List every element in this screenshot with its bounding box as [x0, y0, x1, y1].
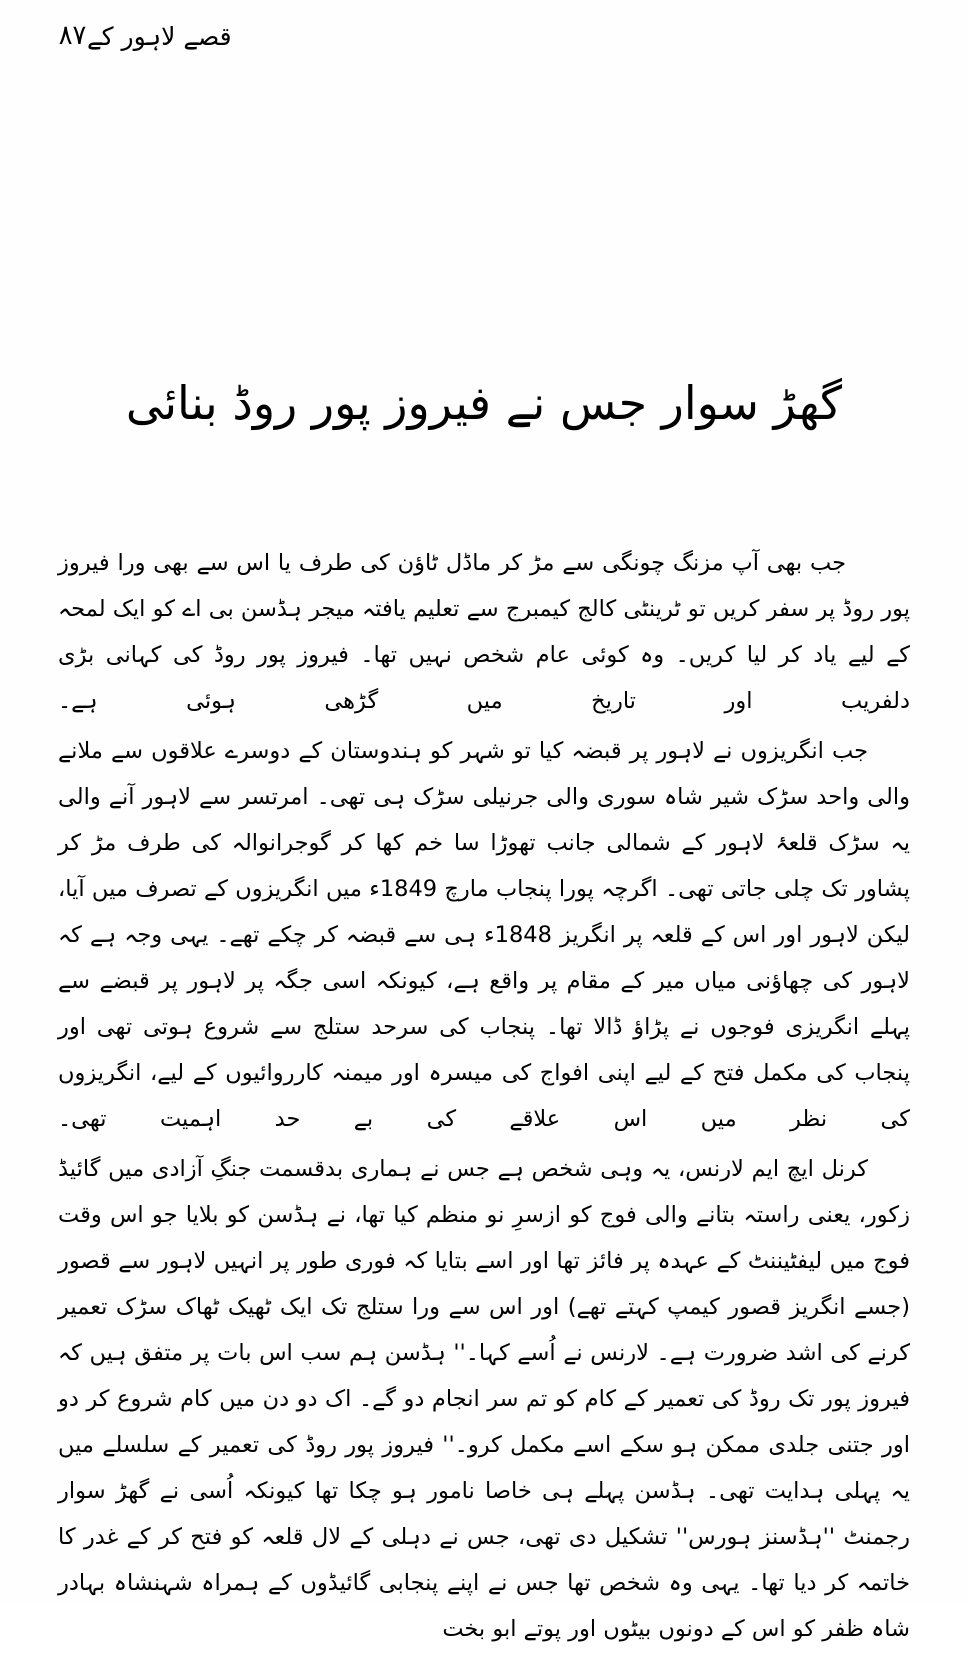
book-title: قصے لاہور کے	[87, 22, 232, 51]
paragraph: جب انگریزوں نے لاہور پر قبضہ کیا تو شہر کو ہندوستان کے دوسرے علاقوں سے ملانے والی واحد سڑک شیر شاہ سوری والی جرنیلی سڑک ہی تھی۔ امرتسر سے لاہور آنے والی یہ سڑک قلعۂ لاہور کے شمالی جانب تھوڑا سا خم کھا کر گوجرانوالہ کی طرف مڑ کر پشاور تک چلی جاتی تھی۔ اگرچہ پورا پنجاب مارچ 1849ء میں انگریزوں کے تصرف میں آیا، لیکن لاہور اور اس کے قلعہ پر انگریز 1848ء ہی سے قبضہ کر چکے تھے۔ یہی وجہ ہے کہ لاہور کی چھاؤنی میاں میر کے مقام پر واقع ہے، کیونکہ اسی جگہ پر لاہور پر قبضے سے پہلے انگریزی فوجوں نے پڑاؤ ڈالا تھا۔ پنجاب کی سرحد ستلج سے شروع ہوتی تھی اور پنجاب کی مکمل فتح کے لیے اپنی افواج کی میسرہ اور میمنہ کارروائیوں کے لیے، انگریزوں کی نظر میں اس علاقے کی بے حد اہمیت تھی۔	[58, 738, 910, 1132]
paragraph: جب بھی آپ مزنگ چونگی سے مڑ کر ماڈل ٹاؤن کی طرف یا اس سے بھی ورا فیروز پور روڈ پر سفر کریں تو ٹرینٹی کالج کیمبرج سے تعلیم یافتہ میجر ہڈسن بی اے کو ایک لمحہ کے لیے یاد کر لیا کریں۔ وہ کوئی عام شخص نہیں تھا۔ فیروز پور روڈ کی کہانی بڑی دلفریب اور تاریخ میں گڑھی ہوئی ہے۔	[58, 550, 910, 714]
paragraph: کرنل ایچ ایم لارنس، یہ وہی شخص ہے جس نے ہماری بدقسمت جنگِ آزادی میں گائیڈ زکور، یعنی راستہ بتانے والی فوج کو ازسرِ نو منظم کیا تھا، نے ہڈسن کو بلایا جو اس وقت فوج میں لیفٹیننٹ کے عہدہ پر فائز تھا اور اسے بتایا کہ فوری طور پر انہیں لاہور سے قصور (جسے انگریز قصور کیمپ کہتے تھے) اور اس سے ورا ستلج تک ایک ٹھیک ٹھاک سڑک تعمیر کرنے کی اشد ضرورت ہے۔ لارنس نے اُسے کہا۔'' ہڈسن ہم سب اس بات پر متفق ہیں کہ فیروز پور تک روڈ کی تعمیر کے کام کو تم سر انجام دو گے۔ اک دو دن میں کام شروع کر دو اور جتنی جلدی ممکن ہو سکے اسے مکمل کرو۔'' فیروز پور روڈ کی تعمیر کے سلسلے میں یہ پہلی ہدایت تھی۔ ہڈسن پہلے ہی خاصا نامور ہو چکا تھا کیونکہ اُسی نے گھڑ سوار رجمنٹ ''ہڈسنز ہورس'' تشکیل دی تھی، جس نے دہلی کے لال قلعہ کو فتح کر کے غدر کا خاتمہ کر دیا تھا۔ یہی وہ شخص تھا جس نے اپنے پنجابی گائیڈوں کے ہمراہ شہنشاہ بہادر شاہ ظفر کو اس کے دونوں بیٹوں اور پوتے ابو بخت	[58, 1156, 910, 1642]
chapter-title: گھڑ سوار جس نے فیروز پور روڈ بنائی	[125, 376, 843, 430]
page-header	[0, 22, 968, 51]
body-text	[58, 540, 910, 1656]
page-number: ۸۷	[58, 20, 87, 51]
